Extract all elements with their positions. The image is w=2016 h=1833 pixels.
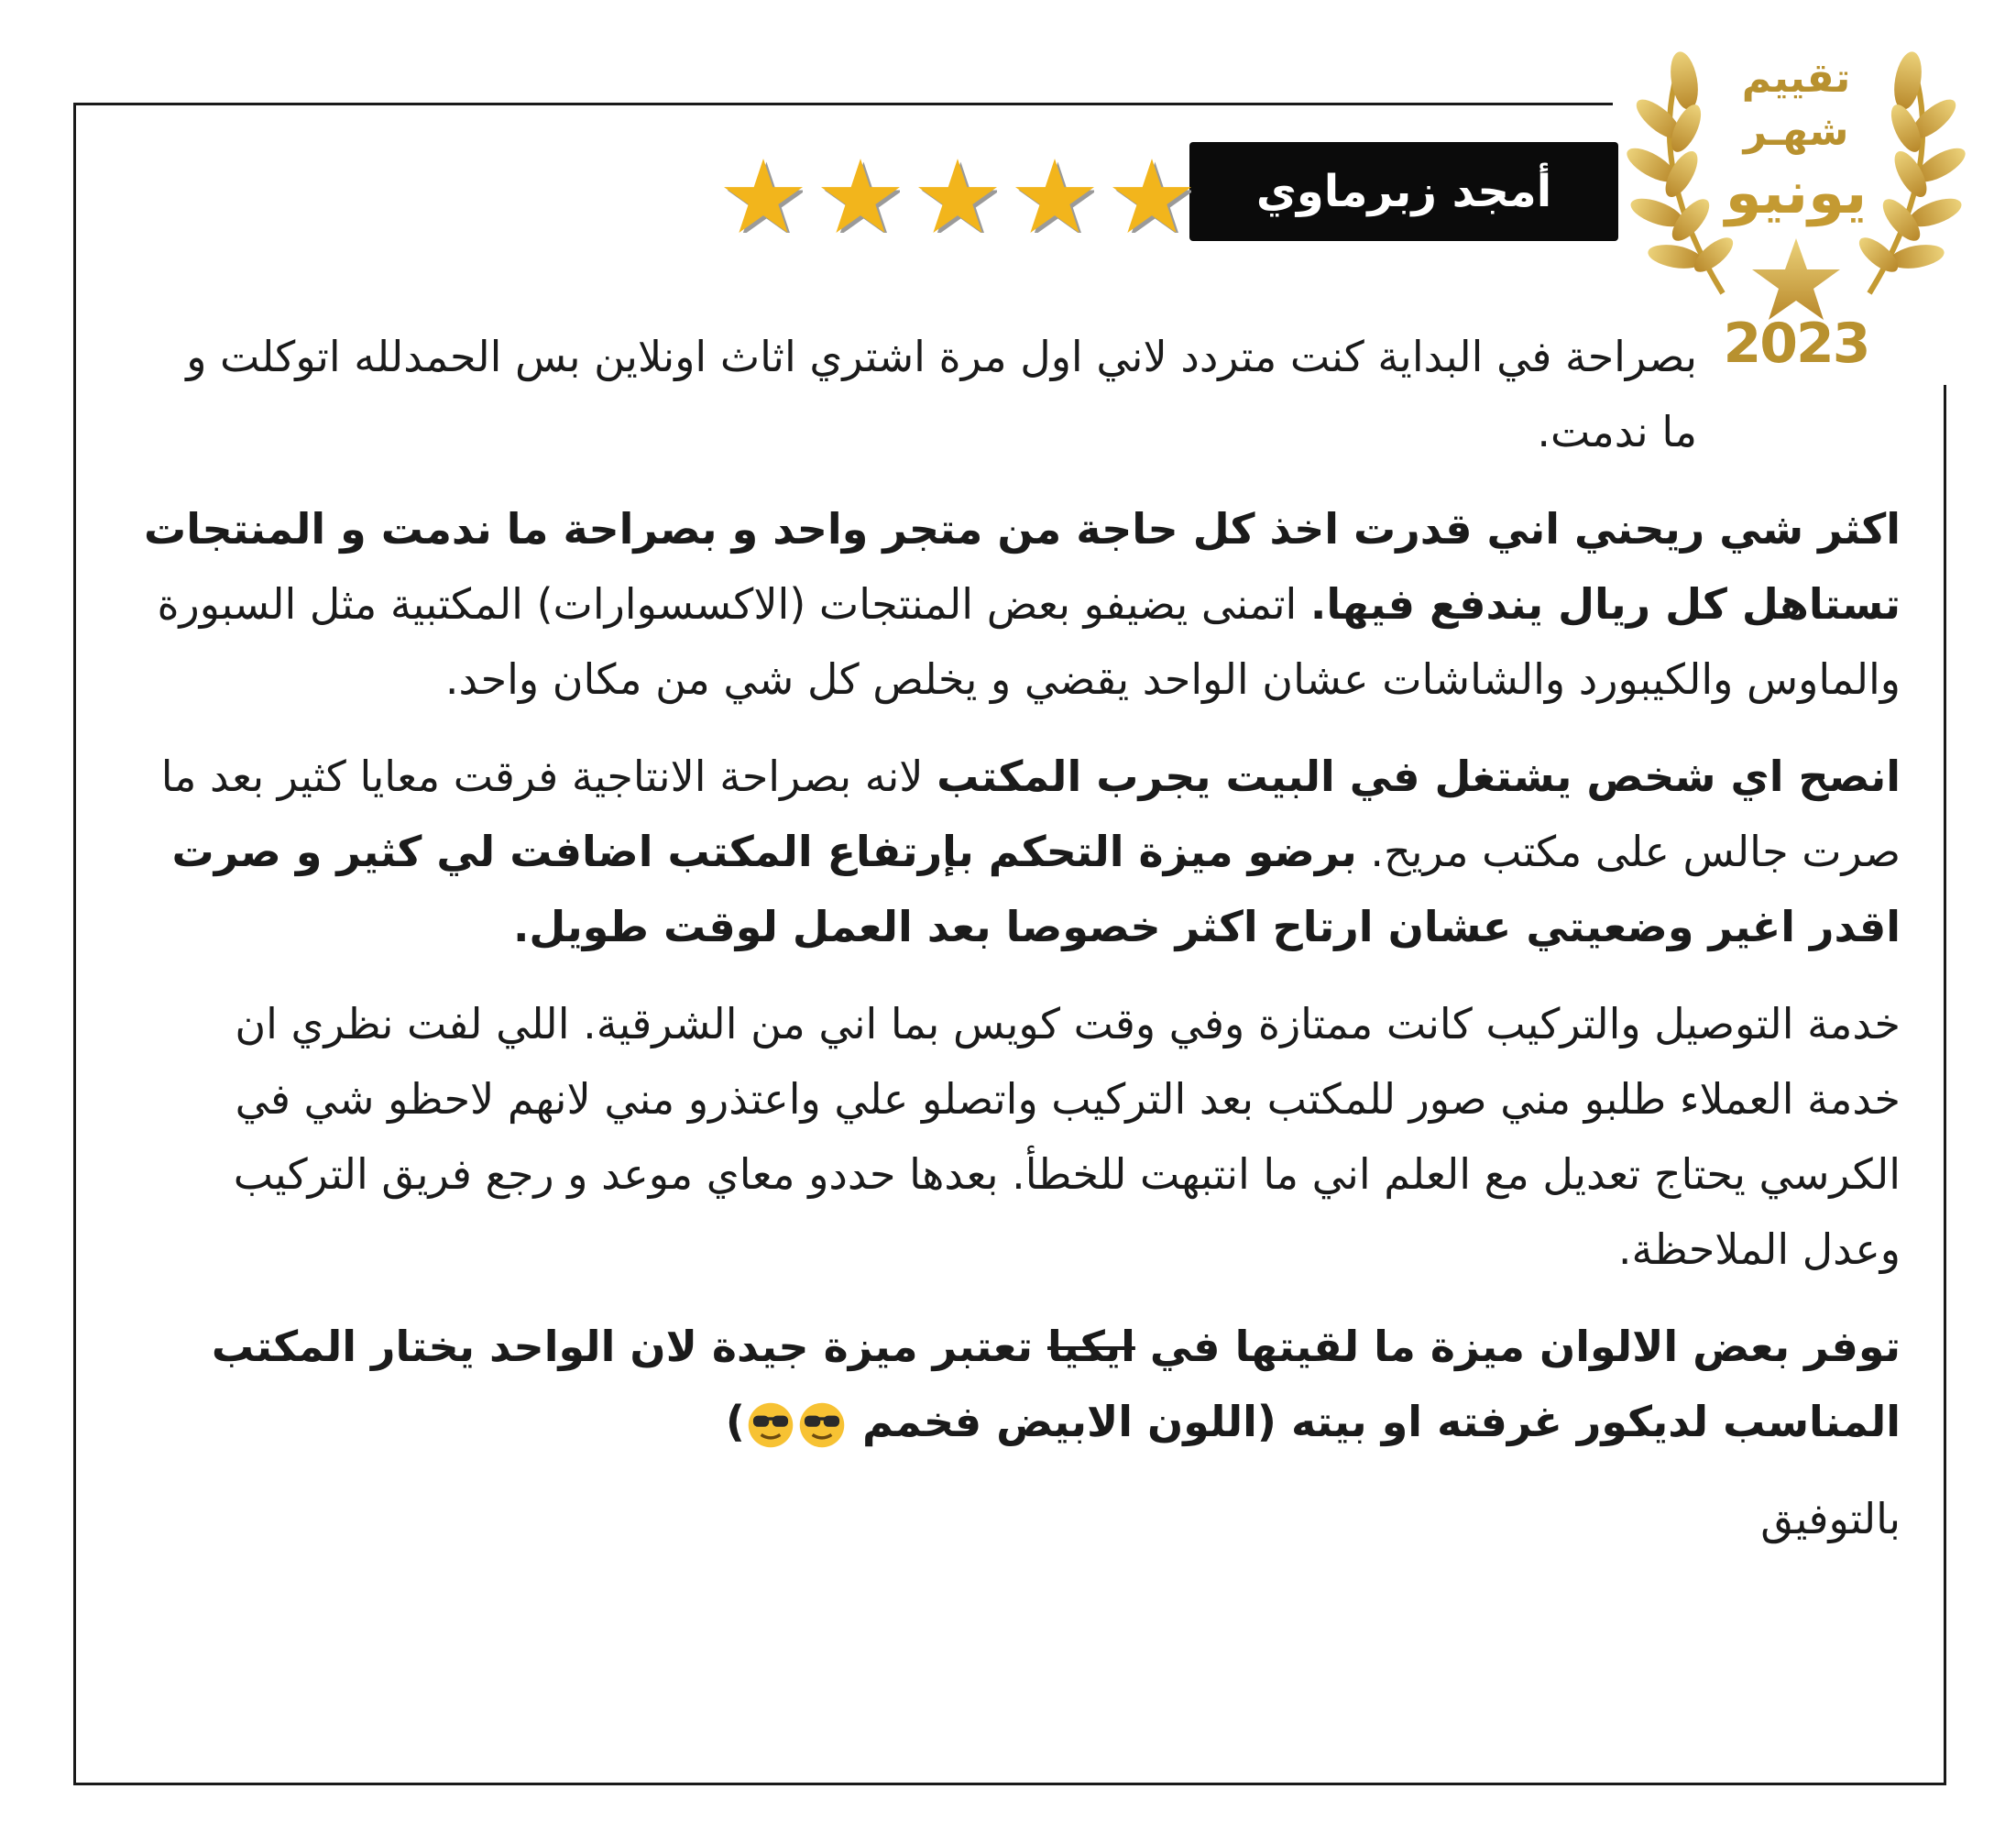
badge-line-rating: تقييم <box>1741 55 1851 102</box>
star-icon <box>1015 154 1094 233</box>
smiling-face-with-sunglasses-icon <box>798 1401 846 1449</box>
badge-year: 2023 <box>1723 312 1869 376</box>
badge-line-month-label: شهـر <box>1743 108 1849 155</box>
badge-line-month: يونيو <box>1725 159 1868 227</box>
review-paragraph <box>137 739 1901 964</box>
review-paragraph <box>137 491 1901 717</box>
review-text: ) <box>725 1397 745 1446</box>
review-highlight: انصح اي شخص يشتغل في البيت يجرب المكتب <box>937 752 1901 801</box>
star-icon <box>1752 238 1840 320</box>
reviewer-name: أمجد زبرماوي <box>1255 166 1552 217</box>
review-paragraph: بصراحة في البداية كنت متردد لاني اول مرة اشتري اثاث اونلاين بس الحمدلله اتوكلت و ما ندمت. <box>186 332 1697 456</box>
review-text: لانه بصراحة الانتاجية فرقت معايا كثير بعد ما صرت جالس على مكتب مريح. <box>160 752 1901 876</box>
struck-word: ايكيا <box>1047 1322 1135 1371</box>
star-icon <box>724 154 803 233</box>
review-highlight: اكثر شي ريحني اني قدرت اخذ كل حاجة من متجر واحد و بصراحة ما ندمت و المنتجات تستاهل كل ريال يندفع فيها. <box>144 504 1901 629</box>
star-icon <box>918 154 997 233</box>
review-paragraph: خدمة التوصيل والتركيب كانت ممتازة وفي وقت كويس بما اني من الشرقية. اللي لفت نظري ان خدمة العملاء طلبو مني صور للمكتب بعد التركيب واتصلو علي واعتذرو مني لانهم لاحظو شي في الكرسي يحتاج تعديل مع العلم اني ما انتبهت للخطأ. بعدها حددو معاي موعد و رجع فريق التركيب وعدل الملاحظة. <box>233 999 1901 1274</box>
star-icon <box>821 154 900 233</box>
review-paragraph <box>137 1309 1901 1459</box>
review-text: اتمنى يضيفو بعض المنتجات (الاكسسوارات) المكتبية مثل السبورة والماوس والكيبورد والشاشات عشان الواحد يقضي و يخلص كل شي من مكان واحد. <box>157 579 1901 704</box>
review-body <box>137 319 1901 1578</box>
review-highlight: برضو ميزة التحكم بإرتفاع المكتب اضافت لي كثير و صرت اقدر اغير وضعيتي عشان ارتاح اكثر خصوصا بعد العمل لوقت طويل. <box>171 827 1901 951</box>
review-text: توفر بعض الالوان ميزة ما لقيتها في <box>1134 1322 1901 1371</box>
reviewer-name-tag <box>1189 142 1618 241</box>
smiling-face-with-sunglasses-icon <box>747 1401 794 1449</box>
review-text: تعتبر ميزة جيدة لان الواحد يختار المكتب المناسب لديكور غرفته او بيته (اللون الابيض فخمم <box>211 1322 1901 1446</box>
star-icon <box>1112 154 1191 233</box>
review-signoff: بالتوفيق <box>1760 1494 1901 1543</box>
star-rating <box>724 154 1191 236</box>
